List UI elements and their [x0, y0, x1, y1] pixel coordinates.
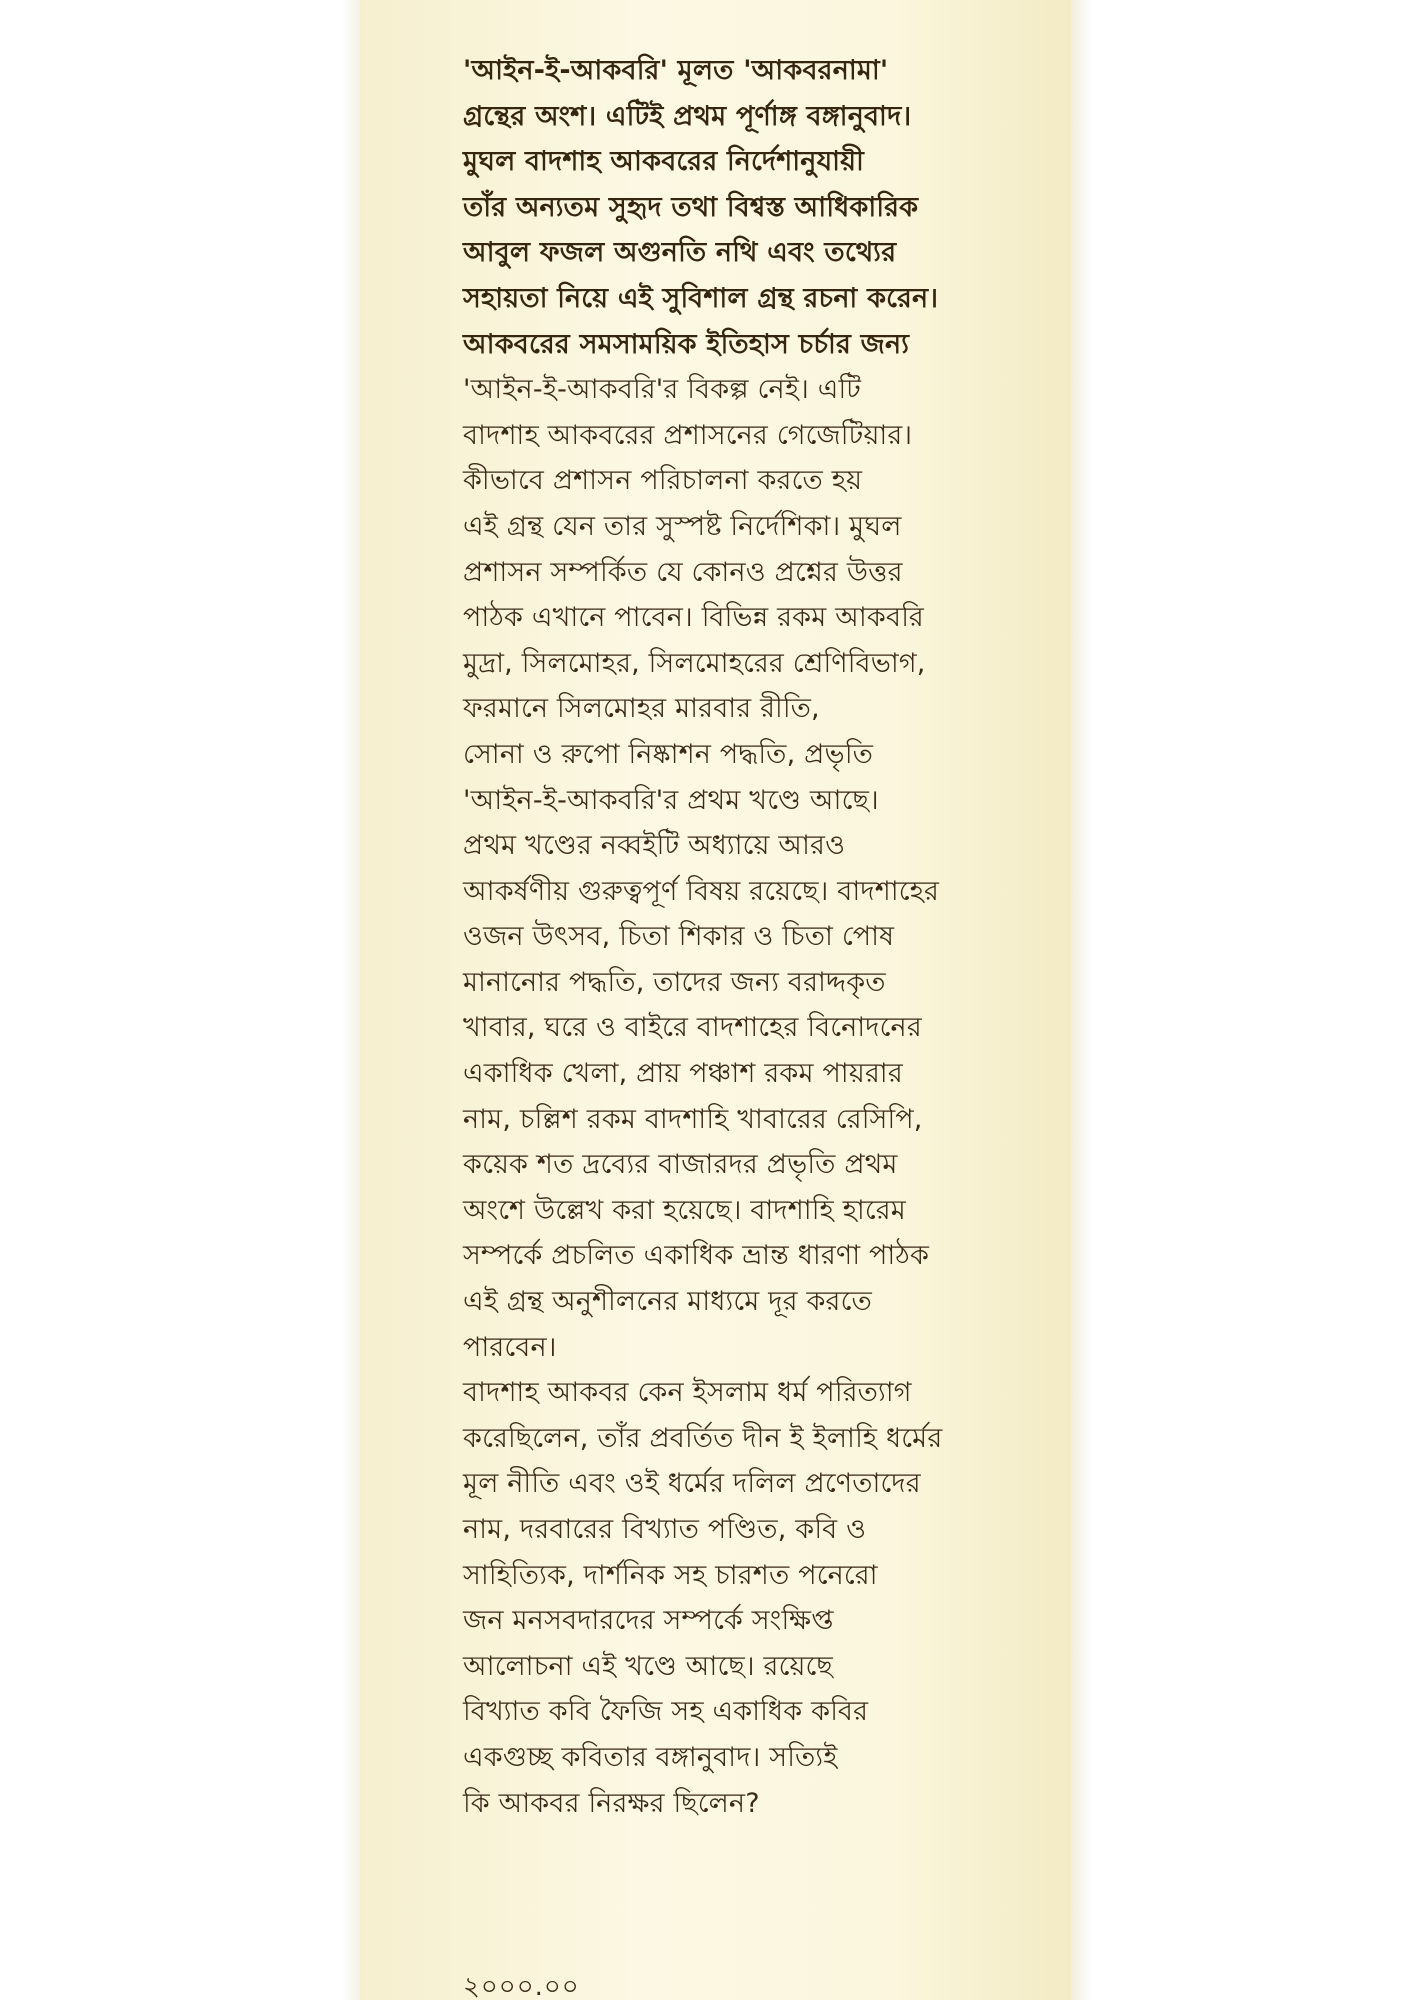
- blurb-line: বাদশাহ আকবরের প্রশাসনের গেজেটিয়ার।: [463, 419, 913, 451]
- blurb-line: কি আকবর নিরক্ষর ছিলেন?: [463, 1787, 760, 1819]
- blurb-line: ফরমানে সিলমোহর মারবার রীতি,: [463, 693, 820, 725]
- blurb-line: সোনা ও রুপো নিষ্কাশন পদ্ধতি, প্রভৃতি: [463, 738, 874, 770]
- blurb-line: মানানোর পদ্ধতি, তাদের জন্য বরাদ্দকৃত: [463, 966, 886, 998]
- blurb-line: প্রশাসন সম্পর্কিত যে কোনও প্রশ্নের উত্তর: [463, 556, 903, 588]
- blurb-line: নাম, চল্লিশ রকম বাদশাহি খাবারের রেসিপি,: [463, 1103, 923, 1135]
- blurb-line: আকবরের সমসাময়িক ইতিহাস চর্চার জন্য: [463, 328, 910, 360]
- left-margin: [0, 0, 360, 2000]
- blurb-line: খাবার, ঘরে ও বাইরে বাদশাহের বিনোদনের: [463, 1012, 922, 1044]
- blurb-line: সম্পর্কে প্রচলিত একাধিক ভ্রান্ত ধারণা পাঠক: [463, 1240, 930, 1272]
- blurb-line: প্রথম খণ্ডের নব্বইটি অধ্যায়ে আরও: [463, 830, 846, 862]
- blurb-line: 'আইন-ই-আকবরি'র বিকল্প নেই। এটি: [463, 374, 862, 406]
- blurb-line: এই গ্রন্থ অনুশীলনের মাধ্যমে দূর করতে: [463, 1286, 872, 1318]
- blurb-line: গ্রন্থের অংশ। এটিই প্রথম পূর্ণাঙ্গ বঙ্গানুবাদ।: [463, 100, 912, 132]
- blurb-line: করেছিলেন, তাঁর প্রবর্তিত দীন ই ইলাহি ধর্মের: [463, 1422, 943, 1454]
- blurb-line: আকর্ষণীয় গুরুত্বপূর্ণ বিষয় রয়েছে। বাদশাহের: [463, 875, 940, 907]
- blurb-line: জন মনসবদারদের সম্পর্কে সংক্ষিপ্ত: [463, 1605, 834, 1637]
- blurb-line: পাঠক এখানে পাবেন। বিভিন্ন রকম আকবরি: [463, 602, 924, 634]
- blurb-line: নাম, দরবারের বিখ্যাত পণ্ডিত, কবি ও: [463, 1514, 867, 1545]
- blurb-line: অংশে উল্লেখ করা হয়েছে। বাদশাহি হারেম: [463, 1194, 906, 1226]
- blurb-text: [463, 48, 1063, 1826]
- blurb-line: মূল নীতি এবং ওই ধর্মের দলিল প্রণেতাদের: [463, 1468, 921, 1500]
- blurb-line: মুঘল বাদশাহ আকবরের নির্দেশানুযায়ী: [463, 146, 864, 178]
- blurb-line: একগুচ্ছ কবিতার বঙ্গানুবাদ। সত্যিই: [463, 1741, 838, 1773]
- price-label: ২০০০.০০: [463, 1972, 580, 2000]
- blurb-line: সাহিত্যিক, দার্শনিক সহ চারশত পনেরো: [463, 1559, 878, 1591]
- blurb-line: 'আইন-ই-আকবরি' মূলত 'আকবরনামা': [463, 55, 889, 86]
- blurb-line: তাঁর অন্যতম সুহৃদ তথা বিশ্বস্ত আধিকারিক: [463, 191, 919, 223]
- blurb-line: বিখ্যাত কবি ফৈজি সহ একাধিক কবির: [463, 1696, 869, 1728]
- blurb-line: কীভাবে প্রশাসন পরিচালনা করতে হয়: [463, 465, 863, 497]
- blurb-line: সহায়তা নিয়ে এই সুবিশাল গ্রন্থ রচনা করেন।: [463, 282, 939, 314]
- blurb-line: 'আইন-ই-আকবরি'র প্রথম খণ্ডে আছে।: [463, 784, 879, 816]
- blurb-line: আলোচনা এই খণ্ডে আছে। রয়েছে: [463, 1650, 833, 1682]
- blurb-line: বাদশাহ আকবর কেন ইসলাম ধর্ম পরিত্যাগ: [463, 1377, 912, 1409]
- book-flap-panel: [360, 0, 1071, 2000]
- blurb-line: মুদ্রা, সিলমোহর, সিলমোহরের শ্রেণিবিভাগ,: [463, 647, 926, 679]
- blurb-line: ওজন উৎসব, চিতা শিকার ও চিতা পোষ: [463, 921, 895, 953]
- blurb-line: পারবেন।: [463, 1331, 557, 1363]
- blurb-line: একাধিক খেলা, প্রায় পঞ্চাশ রকম পায়রার: [463, 1058, 903, 1090]
- blurb-line: আবুল ফজল অগুনতি নথি এবং তথ্যের: [463, 237, 897, 269]
- blurb-line: কয়েক শত দ্রব্যের বাজারদর প্রভৃতি প্রথম: [463, 1149, 898, 1181]
- right-margin: [1071, 0, 1428, 2000]
- blurb-line: এই গ্রন্থ যেন তার সুস্পষ্ট নির্দেশিকা। মুঘল: [463, 510, 902, 542]
